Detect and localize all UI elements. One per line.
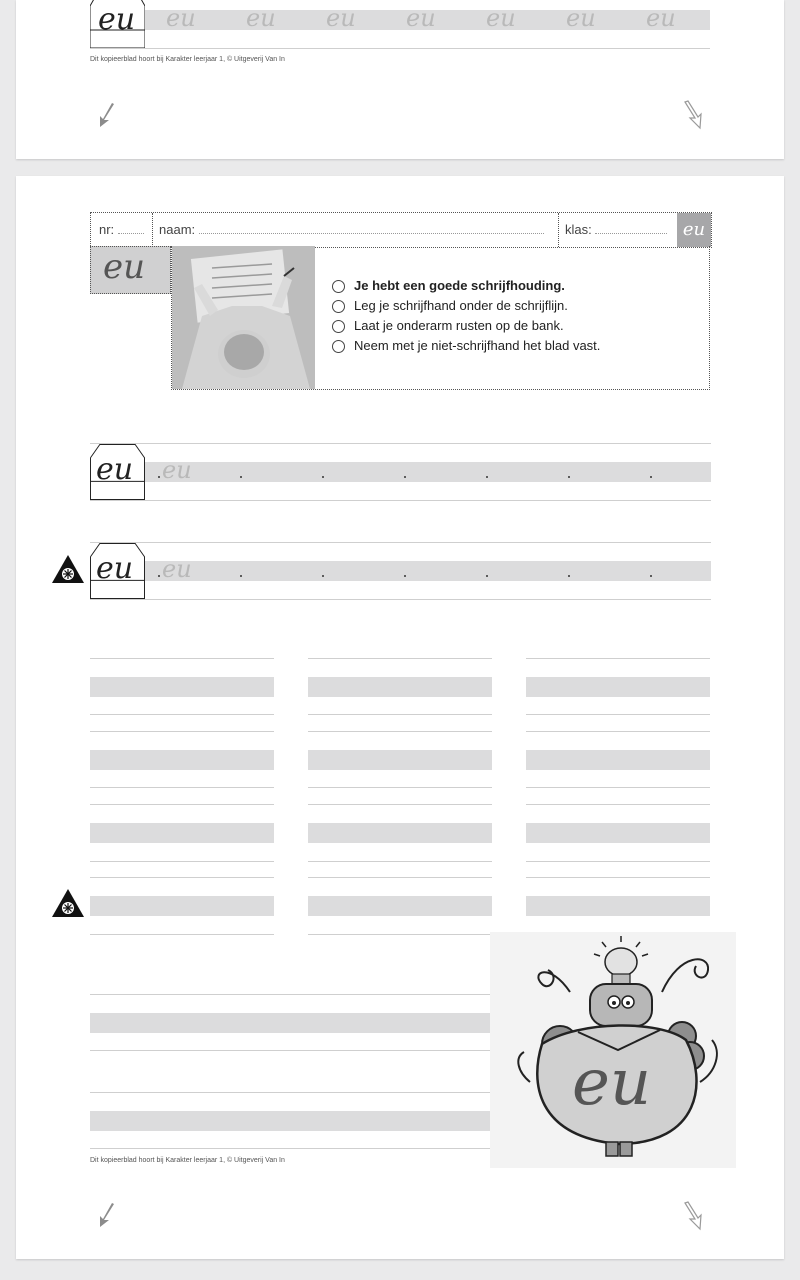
- start-dot: [322, 575, 324, 577]
- writing-line: [526, 658, 710, 659]
- writing-line: [90, 599, 711, 600]
- start-dot: [650, 476, 652, 478]
- klas-cell: [559, 213, 677, 247]
- worksheet-page: [16, 176, 784, 1259]
- star-triangle-icon: [51, 888, 85, 918]
- letter-tag: eu: [677, 213, 711, 247]
- writing-line: [90, 542, 711, 543]
- writing-line: [526, 714, 710, 715]
- start-dot: [158, 575, 160, 577]
- ghost-letters: eu: [406, 4, 436, 32]
- footer-note: Dit kopieerblad hoort bij Karakter leerjaar 1, © Uitgeverij Van In: [90, 1157, 285, 1164]
- checkbox-circle[interactable]: [332, 300, 345, 313]
- writing-band: [90, 823, 274, 843]
- instruction-text: Neem met je niet-schrijfhand het blad vast.: [354, 338, 601, 353]
- start-dot: [240, 476, 242, 478]
- writing-line: [308, 861, 492, 862]
- writing-band: [90, 896, 274, 916]
- writing-line: [90, 1148, 493, 1149]
- naam-field[interactable]: [199, 233, 544, 234]
- start-dot: [404, 575, 406, 577]
- ghost-letters: eu: [486, 4, 516, 32]
- nr-cell: [91, 213, 153, 247]
- instruction-text: Laat je onderarm rusten op de bank.: [354, 318, 564, 333]
- star-triangle-icon: [51, 554, 85, 584]
- house-letters: eu: [96, 551, 134, 586]
- writing-line: [308, 714, 492, 715]
- start-dot: [404, 476, 406, 478]
- arrow-down-left-icon[interactable]: [96, 102, 118, 128]
- writing-line: [90, 804, 274, 805]
- writing-line: [308, 658, 492, 659]
- instruction-item[interactable]: [332, 338, 600, 354]
- arrow-down-right-outline-icon[interactable]: [680, 100, 704, 130]
- writing-line: [90, 658, 274, 659]
- checkbox-circle[interactable]: [332, 280, 345, 293]
- previous-page: [16, 0, 784, 159]
- writing-line: [90, 731, 274, 732]
- klas-field[interactable]: [595, 233, 667, 234]
- mascot-letters: eu: [572, 1046, 652, 1120]
- writing-band: [90, 1013, 493, 1033]
- writing-band: [308, 677, 492, 697]
- writing-line: [526, 787, 710, 788]
- writing-posture-photo: [172, 246, 315, 389]
- writing-line: [90, 1050, 493, 1051]
- writing-line: [90, 1092, 493, 1093]
- writing-band: [90, 750, 274, 770]
- writing-line: [90, 877, 274, 878]
- instruction-list: [332, 278, 600, 358]
- writing-line: [526, 731, 710, 732]
- writing-line: [90, 48, 710, 49]
- house-letters: eu: [98, 2, 136, 37]
- start-dot: [240, 575, 242, 577]
- writing-line: [90, 787, 274, 788]
- writing-line: [90, 714, 274, 715]
- start-dot: [158, 476, 160, 478]
- start-dot: [486, 575, 488, 577]
- writing-line: [90, 443, 711, 444]
- klas-label: klas:: [565, 222, 592, 237]
- writing-line: [308, 877, 492, 878]
- name-header: [90, 212, 712, 248]
- writing-band: [526, 677, 710, 697]
- instruction-box: [171, 246, 710, 390]
- house-letters: eu: [96, 452, 134, 487]
- writing-band: [308, 750, 492, 770]
- footer-note: Dit kopieerblad hoort bij Karakter leerjaar 1, © Uitgeverij Van In: [90, 56, 285, 63]
- checkbox-circle[interactable]: [332, 320, 345, 333]
- writing-line: [526, 861, 710, 862]
- ghost-letters: eu: [166, 4, 196, 32]
- tile-letters: eu: [103, 247, 146, 287]
- start-dot: [486, 476, 488, 478]
- instruction-text: Je hebt een goede schrijfhouding.: [354, 278, 565, 293]
- instruction-text: Leg je schrijfhand onder de schrijflijn.: [354, 298, 568, 313]
- writing-band: [308, 896, 492, 916]
- instruction-item[interactable]: [332, 278, 600, 294]
- checkbox-circle[interactable]: [332, 340, 345, 353]
- writing-line: [90, 861, 274, 862]
- instruction-item[interactable]: [332, 318, 600, 334]
- writing-line: [526, 804, 710, 805]
- start-dot: [568, 476, 570, 478]
- ghost-letters: eu: [162, 555, 192, 583]
- writing-line: [308, 731, 492, 732]
- writing-band: [90, 677, 274, 697]
- letter-tile: [90, 246, 171, 294]
- ghost-letters: eu: [566, 4, 596, 32]
- start-dot: [568, 575, 570, 577]
- writing-band: [526, 896, 710, 916]
- start-dot: [650, 575, 652, 577]
- writing-line: [308, 934, 492, 935]
- nr-field[interactable]: [118, 233, 144, 234]
- writing-band: [90, 1111, 493, 1131]
- ghost-letters: eu: [326, 4, 356, 32]
- arrow-down-right-outline-icon[interactable]: [680, 1201, 704, 1231]
- arrow-down-left-icon[interactable]: [96, 1202, 118, 1228]
- writing-line: [526, 877, 710, 878]
- writing-band: [526, 823, 710, 843]
- writing-line: [90, 994, 493, 995]
- writing-band: [526, 750, 710, 770]
- writing-line: [90, 500, 711, 501]
- naam-cell: [153, 213, 559, 247]
- ghost-letters: eu: [162, 456, 192, 484]
- writing-line: [308, 787, 492, 788]
- writing-band: [308, 823, 492, 843]
- ghost-letters: eu: [646, 4, 676, 32]
- ghost-letters: eu: [246, 4, 276, 32]
- nr-label: nr:: [99, 222, 115, 237]
- writing-line: [90, 934, 274, 935]
- start-dot: [322, 476, 324, 478]
- writing-line: [308, 804, 492, 805]
- instruction-item[interactable]: [332, 298, 600, 314]
- naam-label: naam:: [159, 222, 196, 237]
